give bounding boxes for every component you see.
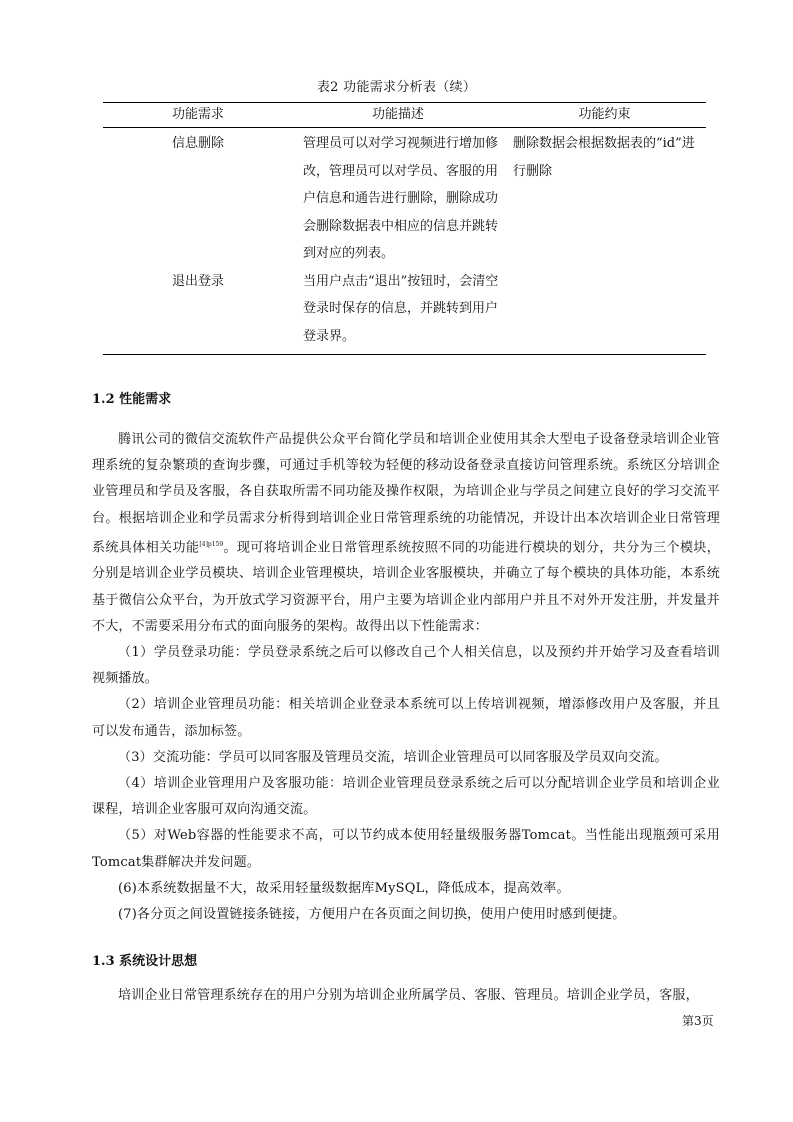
intro-paragraph (92, 427, 720, 640)
row-requirement: 退出登录 (171, 273, 224, 289)
row-description: 管理员可以对学习视频进行增加修改，管理员可以对学员、客服的用户信息和通告进行删除，删除成功会删除数据表中相应的信息并跳转到对应的列表。 (303, 136, 499, 261)
list-item: （5）对Web容器的性能要求不高，可以节约成本使用轻量级服务器Tomcat。当性能出现瓶颈可采用Tomcat集群解决并发问题。 (92, 828, 720, 870)
list-item: （2）培训企业管理员功能：相关培训企业登录本系统可以上传培训视频，增添修改用户及客服，并且可以发布通告，添加标签。 (92, 697, 720, 739)
header-requirement: 功能需求 (171, 107, 224, 122)
list-item: (7)各分页之间设置链接条链接，方便用户在各页面之间切换，使用户使用时感到便捷。 (118, 906, 626, 922)
intro-text-part1: 腾讯公司的微信交流软件产品提供公众平台简化学员和培训企业使用其余大型电子设备登录培训企业管理系统的复杂繁琐的查询步骤，可通过手机等较为轻便的移动设备登录直接访问管理系统。系统区分培训企业管理员和学员及客服，各自获取所需不同功能及操作权限，为培训企业与学员之间建立良好的学习交流平台。根据培训企业和学员需求分析得到培训企业日常管理系统的功能情况，并设计出本次培训企业日常管理系统具体相关功能 (92, 432, 720, 556)
design-paragraph: 培训企业日常管理系统存在的用户分别为培训企业所属学员、客服、管理员。培训企业学员，客服， (118, 988, 699, 1003)
header-description: 功能描述 (371, 107, 424, 122)
page-number: 第3页 (682, 1014, 714, 1028)
section-heading-design: 1.3 系统设计思想 (92, 954, 198, 969)
table-row (103, 268, 706, 351)
row-constraint: 删除数据会根据数据表的“id”进行删除 (513, 136, 695, 179)
section-heading-performance: 1.2 性能需求 (92, 392, 172, 407)
row-description: 当用户点击“退出”按钮时，会清空登录时保存的信息，并跳转到用户登录界。 (303, 273, 499, 344)
table-caption: 表2 功能需求分析表（续） (316, 80, 477, 95)
table-row (103, 130, 706, 268)
citation-mark: [4]p159 (199, 540, 224, 548)
list-item: (6)本系统数据量不大，故采用轻量级数据库MySQL，降低成本，提高效率。 (118, 880, 570, 896)
table-body (103, 128, 706, 354)
list-item: （1）学员登录功能：学员登录系统之后可以修改自己个人相关信息，以及预约并开始学习及查看培训视频播放。 (92, 644, 720, 687)
list-item: （3）交流功能：学员可以同客服及管理员交流，培训企业管理员可以同客服及学员双向交流。 (118, 749, 668, 765)
function-requirements-table (103, 102, 706, 355)
list-item: （4）培训企业管理用户及客服功能：培训企业管理员登录系统之后可以分配培训企业学员和培训企业课程，培训企业客服可双向沟通交流。 (92, 775, 720, 818)
row-requirement: 信息删除 (171, 136, 224, 151)
table-header-row (103, 103, 706, 128)
performance-section-body (92, 427, 720, 928)
header-constraint: 功能约束 (578, 107, 631, 122)
intro-text-part2: 。现可将培训企业日常管理系统按照不同的功能进行模块的划分，共分为三个模块，分别是培训企业学员模块、培训企业管理模块，培训企业客服模块，并确立了每个模块的具体功能，本系统基于微信公众平台，为开放式学习资源平台，用户主要为培训企业内部用户并且不对外开发注册，并发量并不大，不需要采用分布式的面向服务的架构。故得出以下性能需求： (92, 540, 720, 634)
row-constraint (503, 268, 706, 351)
